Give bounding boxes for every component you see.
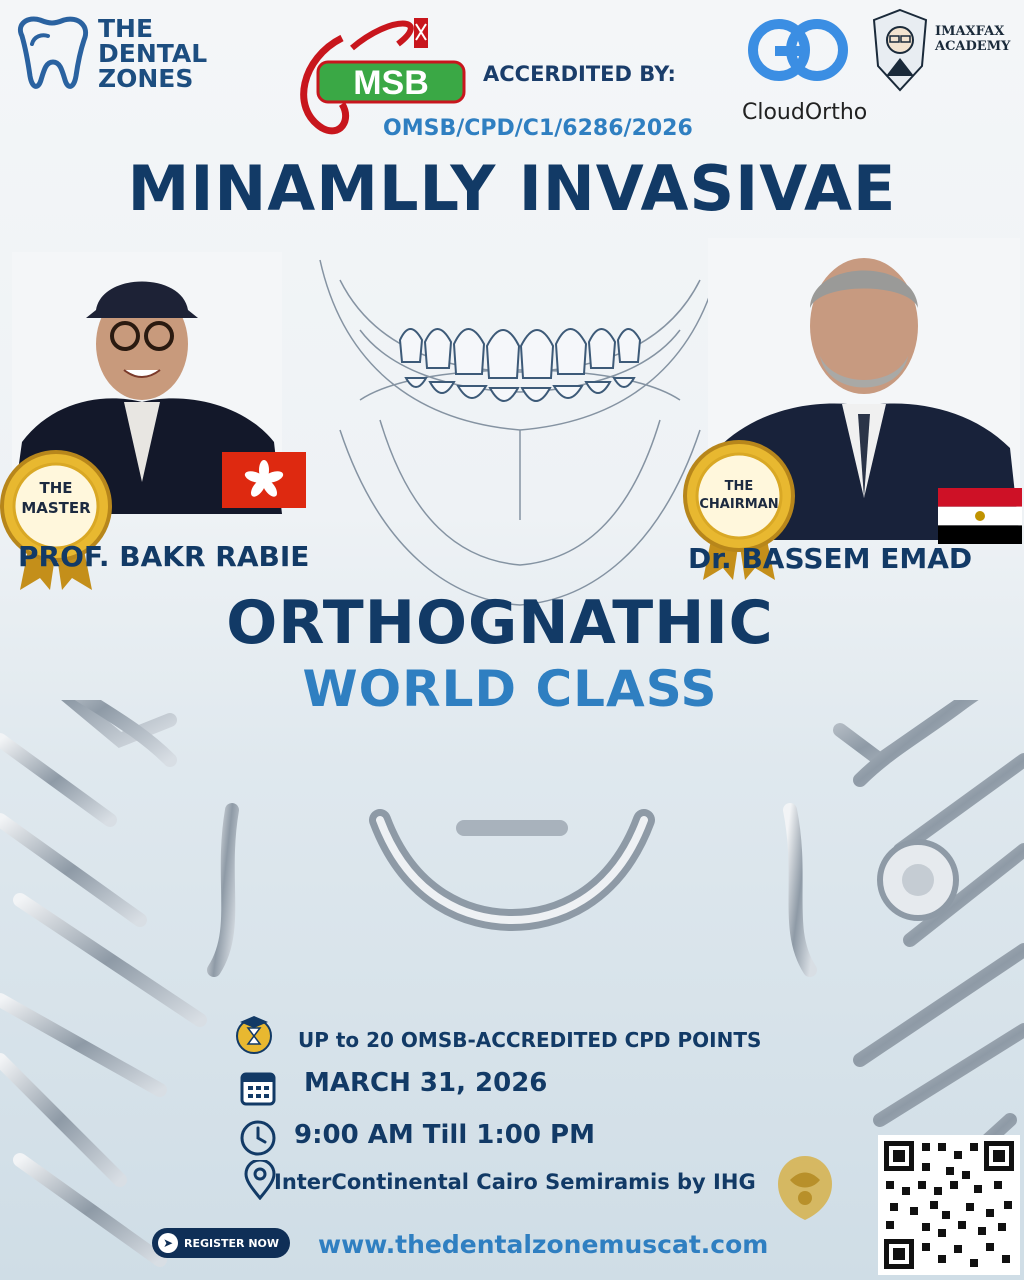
badge-line-2: CHAIRMAN [699, 497, 779, 512]
badge-line-1: THE [724, 479, 754, 494]
course-subtitle: WORLD CLASS [302, 660, 718, 718]
academy-line-1: IMAXFAX [935, 24, 1005, 39]
main-title: MINAMLLY INVASIVAE [127, 152, 897, 225]
egypt-flag-icon [938, 488, 1022, 544]
website-link[interactable]: www.thedentalzonemuscat.com [318, 1230, 769, 1259]
calendar-icon [238, 1068, 278, 1108]
badge-line-1: THE [39, 479, 73, 497]
imaxfax-academy-crest-icon [870, 6, 930, 96]
qr-code-icon[interactable] [878, 1135, 1020, 1275]
event-date: MARCH 31, 2026 [304, 1068, 548, 1098]
badge-line-2: MASTER [21, 499, 91, 517]
brand-line-2: DENTAL [98, 39, 208, 68]
event-time: 9:00 AM Till 1:00 PM [294, 1120, 595, 1150]
accreditation-code: OMSB/CPD/C1/6286/2026 [383, 116, 693, 141]
cloudortho-wordmark: CloudOrtho [742, 100, 868, 125]
imaxfax-academy-wordmark [935, 24, 1010, 54]
speaker-name-2: Dr. BASSEM EMAD [688, 542, 973, 575]
event-venue: InterContinental Cairo Semiramis by IHG [274, 1170, 756, 1194]
speaker-name-1: PROF. BAKR RABIE [18, 540, 310, 573]
cpd-points-text: UP to 20 OMSB-ACCREDITED CPD POINTS [298, 1028, 762, 1052]
course-title: ORTHOGNATHIC [226, 588, 774, 658]
cloudortho-logo-icon [745, 8, 855, 88]
venue-crest-icon [760, 1150, 850, 1225]
hong-kong-flag-icon [222, 452, 306, 508]
arrow-right-icon: ➤ [158, 1233, 178, 1253]
graduation-hourglass-icon [234, 1014, 274, 1054]
dental-zones-wordmark [98, 16, 207, 91]
clock-icon [238, 1118, 278, 1158]
accredited-by-label: ACCERDITED BY: [483, 62, 676, 86]
academy-line-2: ACADEMY [935, 39, 1011, 54]
chairman-badge [683, 440, 795, 552]
brand-line-3: ZONES [98, 64, 194, 93]
brand-line-1: THE [98, 14, 154, 43]
register-now-button[interactable] [152, 1228, 290, 1258]
register-now-label: REGISTER NOW [184, 1236, 280, 1250]
omsb-logo-text: MSB [353, 64, 429, 102]
